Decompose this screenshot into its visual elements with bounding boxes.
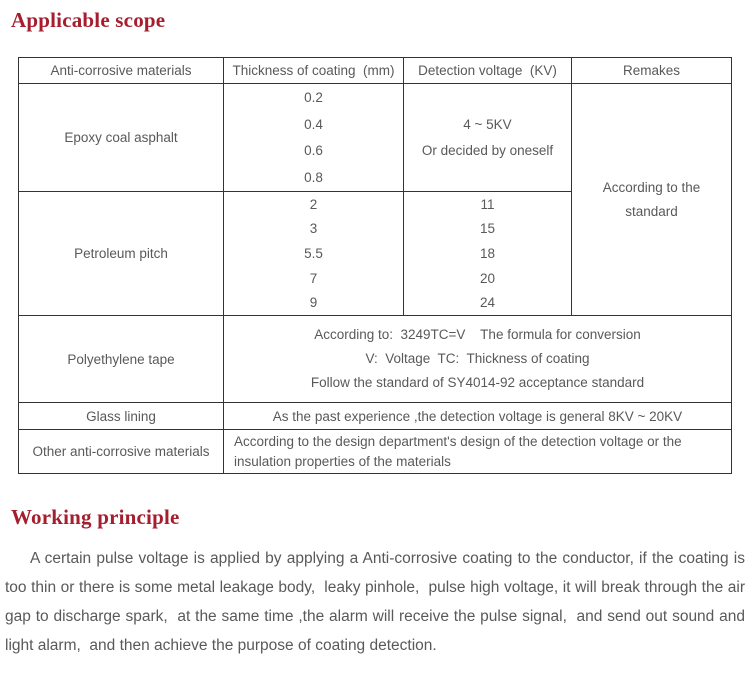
voltage-value: 20 bbox=[479, 270, 496, 286]
voltage-value: 15 bbox=[479, 221, 496, 237]
thickness-value: 9 bbox=[309, 295, 318, 311]
thickness-cell bbox=[224, 192, 404, 316]
voltage-value: 24 bbox=[479, 295, 496, 311]
material-name: Glass lining bbox=[86, 408, 156, 424]
working-principle-paragraph: A certain pulse voltage is applied by applying a Anti-corrosive coating to the conductor, if the coating is too thin or there is some metal leakage body, leaky pinhole, pulse high voltage, it will break through the air gap to discharge spark, at the same time ,the alarm will receive the pulse signal, and send out sound and light alarm, and then achieve the purpose of coating detection. bbox=[5, 550, 750, 654]
column-header-label: Detection voltage (KV) bbox=[418, 63, 557, 78]
voltage-line: 4 ~ 5KV bbox=[463, 116, 512, 132]
thickness-value: 3 bbox=[309, 221, 318, 237]
polyethylene-detail-cell bbox=[224, 316, 732, 403]
material-cell bbox=[19, 403, 224, 430]
applicable-scope-title: Applicable scope bbox=[11, 8, 166, 32]
thickness-value: 7 bbox=[309, 270, 318, 286]
thickness-value: 0.4 bbox=[304, 116, 323, 132]
material-cell bbox=[19, 430, 224, 474]
thickness-value: 0.8 bbox=[304, 170, 323, 186]
detail-line: According to: 3249TC=V The formula for conversion bbox=[314, 327, 641, 342]
glass-detail-cell bbox=[224, 403, 732, 430]
detail-line: As the past experience ,the detection voltage is general 8KV ~ 20KV bbox=[272, 408, 683, 424]
column-header-label: Thickness of coating (mm) bbox=[232, 63, 395, 78]
material-name: Polyethylene tape bbox=[67, 351, 175, 367]
thickness-cell bbox=[224, 84, 404, 192]
material-name: Petroleum pitch bbox=[74, 246, 168, 261]
column-header-remakes bbox=[572, 58, 732, 84]
detail-line: Follow the standard of SY4014-92 acceptance standard bbox=[310, 375, 645, 390]
other-detail-cell bbox=[224, 430, 732, 474]
detail-line: According to the design department's design of the detection voltage or the insulation properties of the materials bbox=[234, 433, 686, 469]
table-row-epoxy bbox=[19, 84, 732, 192]
voltage-text bbox=[404, 112, 571, 164]
voltage-line: Or decided by oneself bbox=[421, 142, 554, 158]
remark-cell bbox=[572, 84, 732, 316]
table-header-row bbox=[19, 58, 732, 84]
table-row-other bbox=[19, 430, 732, 474]
polyethylene-detail-text bbox=[224, 323, 731, 395]
thickness-value: 2 bbox=[309, 196, 318, 212]
voltage-cell bbox=[404, 192, 572, 316]
thickness-values bbox=[224, 84, 403, 191]
column-header-voltage bbox=[404, 58, 572, 84]
material-cell bbox=[19, 84, 224, 192]
detail-line: V: Voltage TC: Thickness of coating bbox=[365, 351, 590, 366]
material-name: Epoxy coal asphalt bbox=[64, 130, 178, 145]
working-principle-title: Working principle bbox=[11, 505, 180, 529]
material-cell bbox=[19, 192, 224, 316]
column-header-label: Anti-corrosive materials bbox=[50, 63, 192, 78]
table-row-polyethylene bbox=[19, 316, 732, 403]
column-header-materials bbox=[19, 58, 224, 84]
thickness-value: 0.2 bbox=[304, 89, 323, 105]
material-name: Other anti-corrosive materials bbox=[32, 444, 210, 459]
remark-line: standard bbox=[625, 203, 678, 219]
voltage-cell bbox=[404, 84, 572, 192]
voltage-value: 11 bbox=[480, 196, 495, 212]
voltage-values bbox=[404, 192, 571, 315]
thickness-values bbox=[224, 192, 403, 315]
applicable-scope-table bbox=[18, 57, 732, 474]
voltage-value: 18 bbox=[479, 245, 496, 261]
thickness-value: 0.6 bbox=[304, 143, 323, 159]
remark-line: According to the bbox=[602, 179, 701, 195]
thickness-value: 5.5 bbox=[304, 245, 323, 261]
table-row-glass bbox=[19, 403, 732, 430]
column-header-label: Remakes bbox=[622, 63, 681, 78]
material-cell bbox=[19, 316, 224, 403]
column-header-thickness bbox=[224, 58, 404, 84]
remark-text bbox=[572, 176, 731, 224]
